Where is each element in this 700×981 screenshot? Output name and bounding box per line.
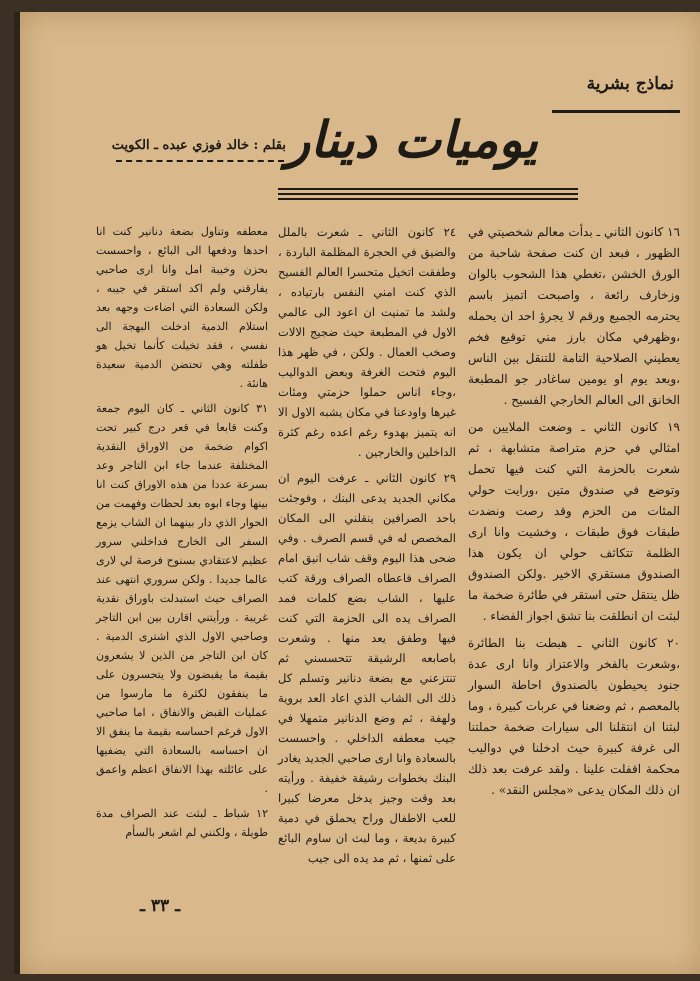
- column-left: [96, 222, 268, 848]
- section-label-underline: [552, 110, 680, 113]
- paragraph: ٣١ كانون الثاني ـ كان اليوم جمعة وكنت قابعا في قعر درج كبير تحت اكوام ضخمة من الاوراق النقدية المختلفة عندما جاء ابن التاجر وعد بسرعة عددا من هذه الاوراق كنت انا بينها وجاء ابوه بعد لحظات وفهمت من الحوار الذي دار بينهما ان الشاب يزمع السفر الى الخارج فداخلني سرور عظيم لاعتقادي بسنوح فرصة لي لارى عالما جديدا . ولكن سروري انتهى عند الصراف حيث استبدلت باوراق نقدية غريبة . ورأيتني اقارن بين ابن التاجر وصاحبي الاول الذي اشترى الدمية . كان ابن التاجر من الذين لا يشعرون بقيمة ما يقبضون ولا يتحسرون على ما ينفقون لكثرة ما مارسوا من عمليات القبض والانفاق ، اما صاحبي الاول فرغم احساسه بقيمة ما ينفق الا ان احساسه بالسعادة التي يضفيها على عائلته بهذا الانفاق اعظم واعمق .: [96, 402, 268, 795]
- paragraph: ٢٠ كانون الثاني ـ هبطت بنا الطائرة ،وشعرت بالفخر والاعتزاز وانا ارى عدة جنود يحيطون بالصندوق احاطة السوار بالمعصم ، ثم وضعنا في عربات كبيرة ، وما لبثنا ان انتقلنا الى سيارات ضخمة حملتنا الى غرفة كبيرة حيث ادخلنا في دواليب محكمة اقفلت علينا . ولقد عرفت بعد ذلك ان ذلك المكان يدعى «مجلس النقد» .: [468, 636, 680, 797]
- section-label: نماذج بشرية: [586, 74, 674, 94]
- column-right: [468, 222, 680, 807]
- column-middle: [278, 222, 456, 874]
- paragraph: معطفه وتناول بضعة دنانير كنت انا احدها ودفعها الى البائع ، واحسست بحزن وخيبة امل وانا ارى صاحبي يفارقني ولم اكد استقر في جيبه ، ولكن السعادة التي اضاءت وجهه بعد استلام الدمية ادخلت البهجة الى نفسي ، فقد تخيلت كأنما تخيل هو طفلته وهي تحتضن الدمية سعيدة هانئة .: [96, 225, 268, 390]
- paragraph: ٢٩ كانون الثاني ـ عرفت اليوم ان مكاني الجديد يدعى البنك ، وفوجئت باحد الصرافين ينقلني الى المكان المخصص له في قسم الصرف . وفي ضحى هذا اليوم وقف شاب انيق امام الصراف فاعطاه الصراف ورقة كتب عليها ، الشاب بضع كلمات فمد الصراف يده الى الحزمة التي كنت فيها وطفق يعد منها . وشعرت باصابعه الرشيقة تتحسسني ثم تنتزعني مع بضعة دنانير وتسلم كل ذلك الى الشاب الذي اعاد العد بروية ولهفة ، ثم وضع الدنانير متمهلا في جيب معطفه الداخلي . واحسست بالسعادة وانا ارى صاحبي الجديد يغادر البنك بخطوات رشيقة خفيفة . ورأيته بعد وقت وجيز يدخل معرضا كبيرا للعب الاطفال وراح يحملق في دمية كبيرة بديعة ، وما لبث ان ساوم البائع على ثمنها ، ثم مد يده الى جيب: [278, 471, 456, 865]
- paragraph: ١٩ كانون الثاني ـ وضعت الملايين من امثالي في حزم متراصة متشابهة ، ثم شعرت بالحزمة التي كنت فيها تحمل وتوضع في صندوق متين ،ورايت حولي المئات من الحزم وقد رصت ونضدت طبقات فوق طبقات ، وخشيت وانا ارى الظلمة تتكاثف حولي ان يكون هذا الصندوق مستقري الاخير .ولكن الصندوق ظل ينتقل حتى استقر في طائرة ضخمة ما لبثت ان انطلقت بنا تشق اجواز الفضاء .: [468, 420, 680, 623]
- author-underline: [116, 160, 284, 162]
- paragraph: ١٢ شباط ـ لبثت عند الصراف مدة طويلة ، ولكنني لم اشعر بالسأم: [96, 807, 268, 839]
- paragraph: ١٦ كانون الثاني ـ بدأت معالم شخصيتي في الظهور ، فبعد ان كنت صفحة شاحبة من الورق الخشن ،تغطي هذا الشحوب بالوان وزخارف رائعة ، واصبحت اتميز باسم يحترمه الجميع ورقم لا يجرؤ احد ان يحمله ،وظهرفي مكان بارز مني توقيع فخم يعطيني الصلاحية التامة للتنقل بين الناس ،وبعد يوم او يومين ساغادر جو المطبعة الخانق الى العالم الخارجي الفسيح .: [468, 225, 680, 407]
- page-number: ـ ٣٣ ـ: [140, 896, 181, 916]
- title-decoration-lines: [278, 186, 578, 204]
- paragraph: ٢٤ كانون الثاني ـ شعرت بالملل والضيق في الحجرة المظلمة الباردة ، وطفقت اتخيل متحسرا العالم الفسيح الذي كنت امني النفس بارتياده ، ولشد ما تمنيت ان اعود الى عالمي الاول في المطبعة حيث ضجيج الالات وصخب العمال . ولكن ، في ظهر هذا اليوم فتحت الغرفة وبعض الدواليب ،وجاء اناس حملوا حزمتي ومئات غيرها واودعنا في مكان يشبه الاول الا انه يتميز بهدوء رغم اعده رغم كثرة الداخلين والخارجين .: [278, 225, 456, 459]
- author-byline: بقلم : خالد فوزي عبده ـ الكويت: [111, 138, 286, 153]
- article-title: يوميات دينار: [286, 110, 538, 169]
- magazine-page: [14, 12, 700, 974]
